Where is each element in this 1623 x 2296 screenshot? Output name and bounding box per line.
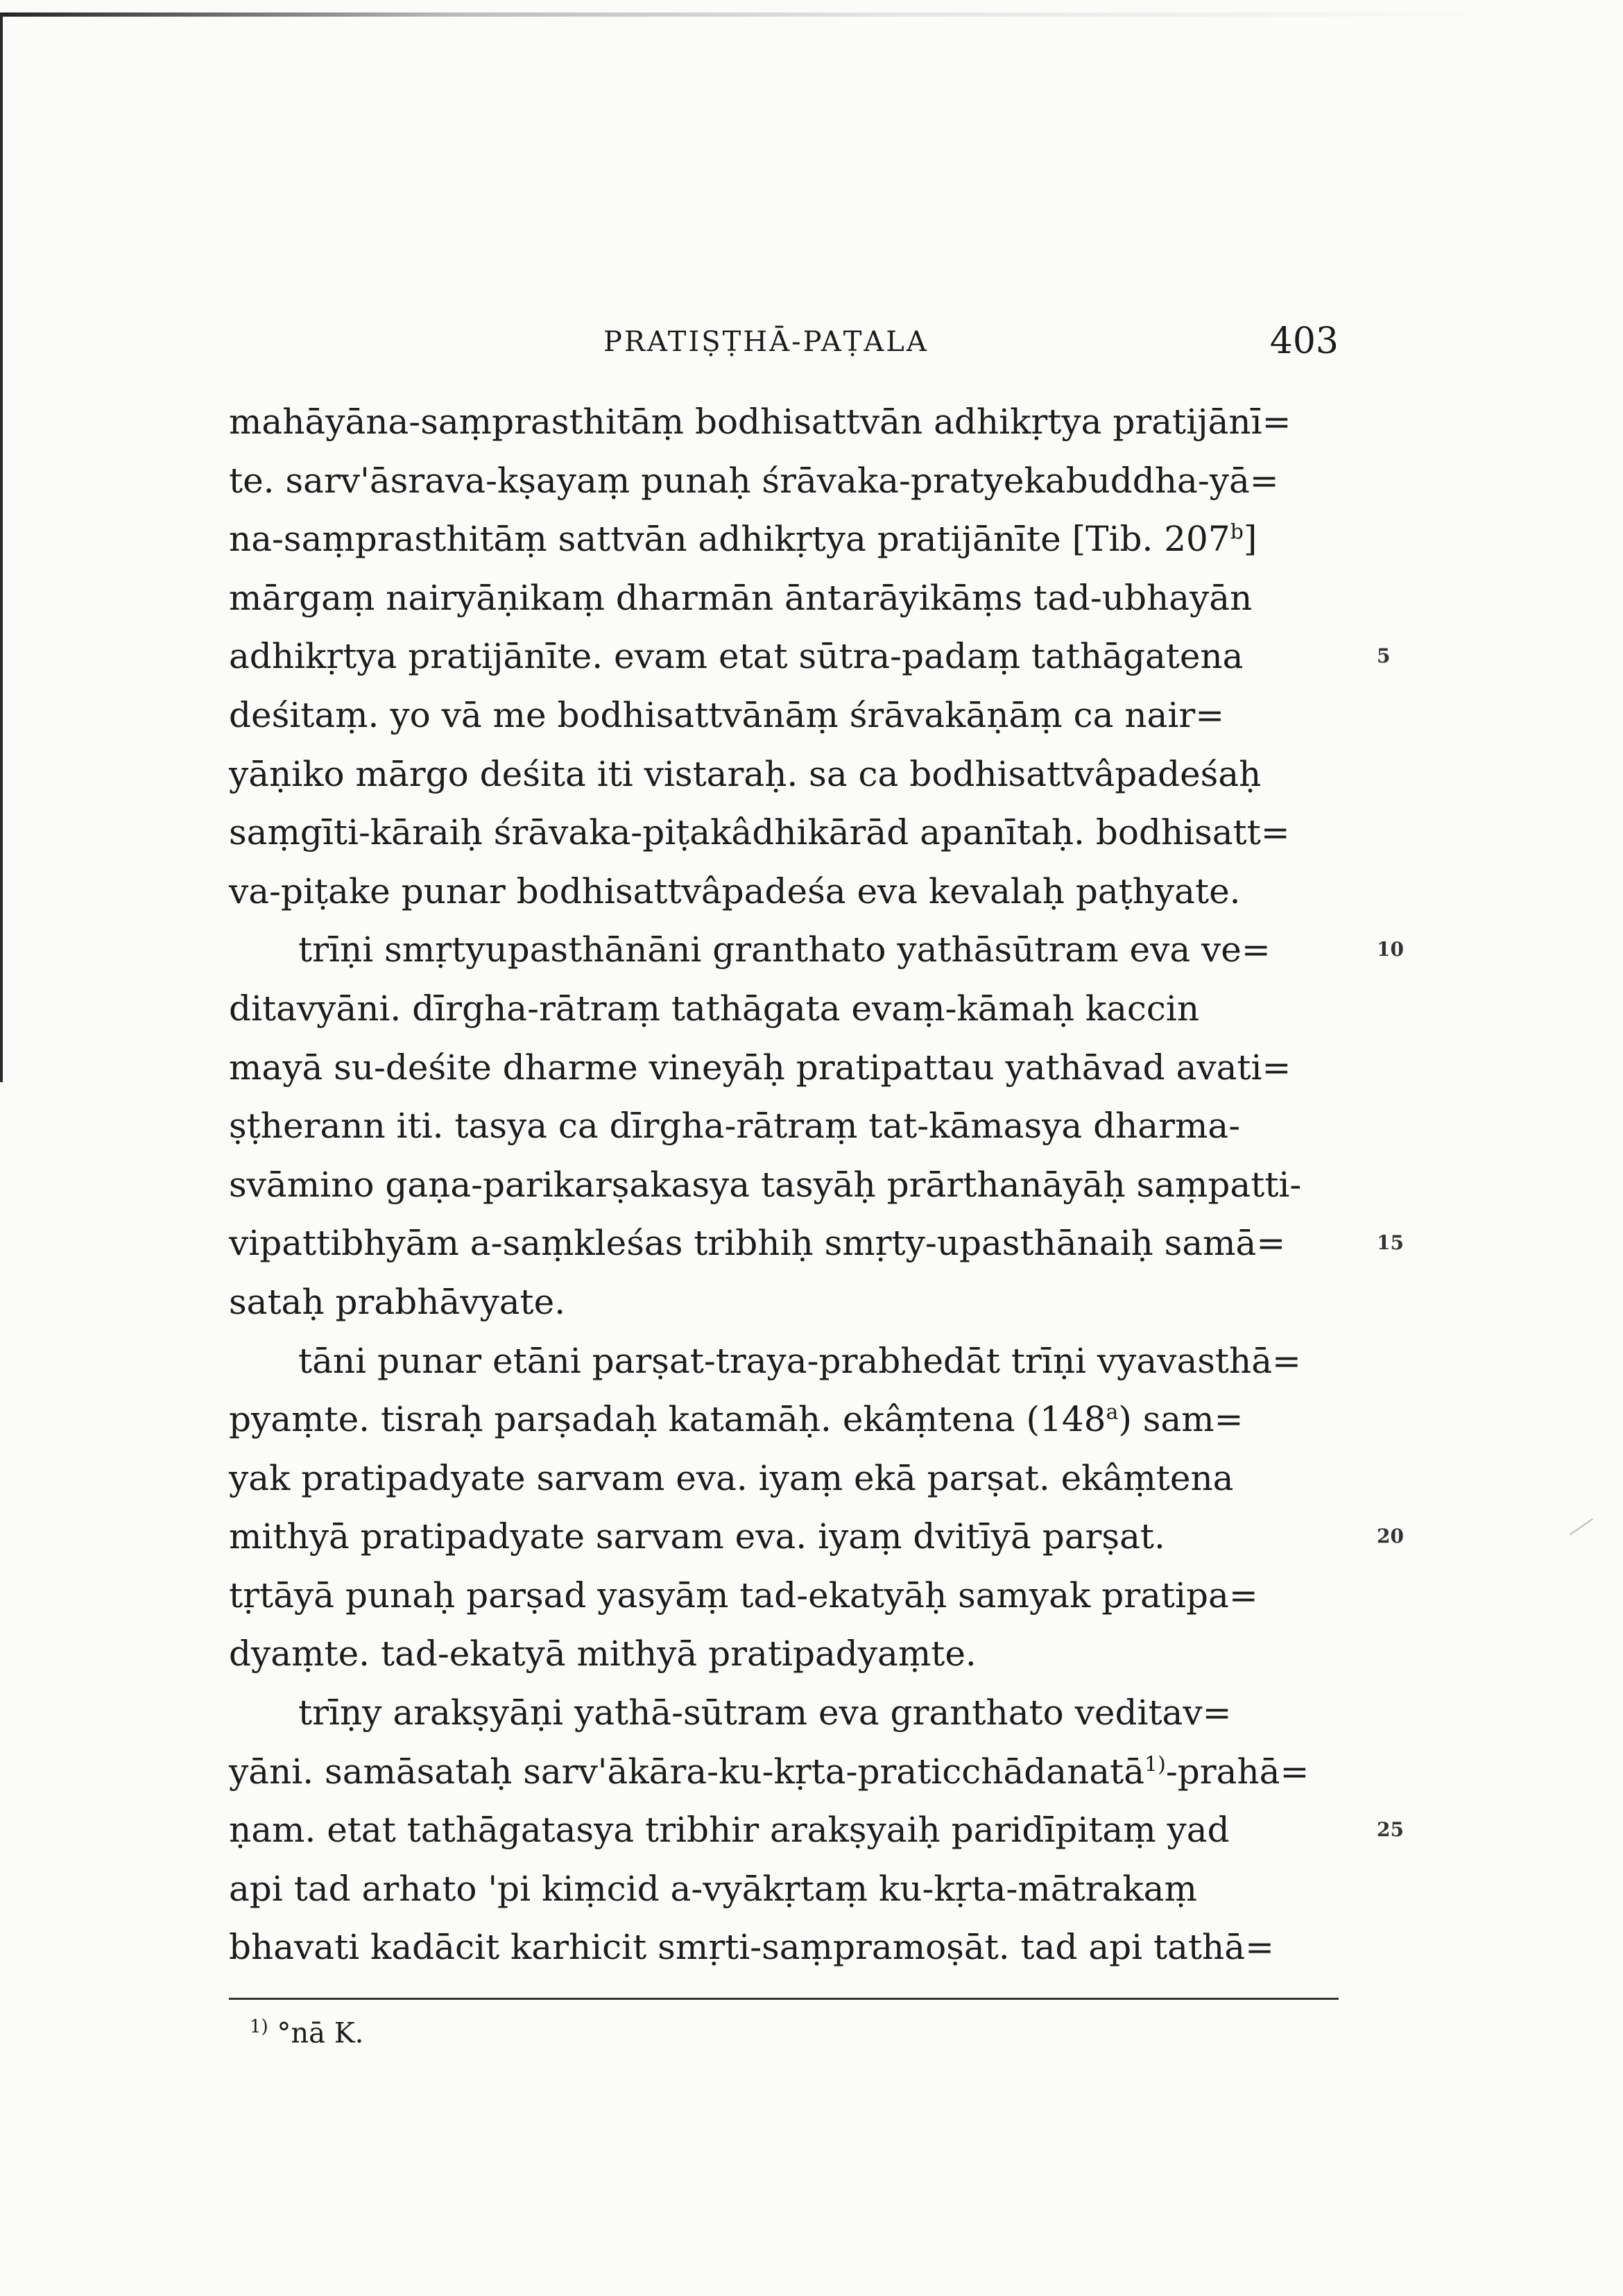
page-number: 403 (1269, 320, 1339, 362)
page-header (236, 320, 1339, 376)
body-text (229, 393, 1339, 1977)
scan-mark (1570, 1518, 1593, 1536)
text-line: ditavyāni. dīrgha-rātraṃ tathāgata evaṃ-kāmaḥ kaccin (229, 988, 1200, 1029)
text-line: pyaṃte. tisraḥ parṣadaḥ katamāḥ. ekâṃtena (148$^a$) sam= (229, 1399, 1244, 1440)
footnote-text: °nā K. (277, 2017, 364, 2050)
line-number: 20 (1377, 1525, 1404, 1548)
footnote (250, 2006, 363, 2054)
text-line: trīṇi smṛtyupasthānāni granthato yathāsūtram eva ve= (298, 929, 1271, 970)
text-line: api tad arhato 'pi kiṃcid a-vyākṛtaṃ ku-kṛta-mātrakaṃ (229, 1868, 1197, 1909)
text-line: ṇam. etat tathāgatasya tribhir arakṣyaiḥ paridīpitaṃ yad (229, 1810, 1230, 1851)
footnote-marker: 1) (250, 2016, 268, 2037)
text-line: tāni punar etāni parṣat-traya-prabhedāt trīṇi vyavasthā= (298, 1340, 1301, 1381)
text-line: te. sarv'āsrava-kṣayaṃ punaḥ śrāvaka-pratyekabuddha-yā= (229, 460, 1279, 501)
line-number: 10 (1377, 938, 1404, 961)
text-line: mahāyāna-saṃprasthitāṃ bodhisattvān adhikṛtya pratijānī= (229, 402, 1291, 442)
footnote-rule (229, 1998, 1339, 2000)
text-line: bhavati kadācit karhicit smṛti-saṃpramoṣāt. tad api tathā= (229, 1927, 1274, 1968)
text-line: va-piṭake punar bodhisattvâpadeśa eva kevalaḥ paṭhyate. (229, 871, 1241, 911)
line-number: 15 (1377, 1231, 1404, 1255)
text-line: vipattibhyām a-saṃkleśas tribhiḥ smṛty-upasthānaiḥ samā= (229, 1223, 1286, 1264)
text-line: yak pratipadyate sarvam eva. iyaṃ ekā parṣat. ekâṃtena (229, 1457, 1234, 1498)
text-line: deśitaṃ. yo vā me bodhisattvānāṃ śrāvakāṇāṃ ca nair= (229, 694, 1225, 735)
line-number: 5 (1377, 644, 1391, 668)
footnote-reference: 1) (1144, 1752, 1166, 1776)
text-line: yāni. samāsataḥ sarv'ākāra-ku-kṛta-praticchādanatā$^{1)}$-prahā= (229, 1751, 1309, 1792)
text-line: na-saṃprasthitāṃ sattvān adhikṛtya pratijānīte [Tib. 207$^b$] (229, 519, 1257, 560)
text-line: mithyā pratipadyate sarvam eva. iyaṃ dvitīyā parṣat. (229, 1516, 1165, 1557)
text-line: sataḥ prabhāvyate. (229, 1281, 566, 1322)
scan-edge-top (0, 12, 1512, 17)
tibetan-folio-side: b (1230, 520, 1244, 545)
text-line: ṣṭherann iti. tasya ca dīrgha-rātraṃ tat-kāmasya dharma- (229, 1106, 1241, 1147)
text-line: yāṇiko mārgo deśita iti vistaraḥ. sa ca bodhisattvâpadeśaḥ (229, 753, 1262, 794)
line-number-margin (1377, 393, 1425, 1860)
scan-edge-left (0, 14, 3, 1082)
text-line: mārgaṃ nairyāṇikaṃ dharmān āntarāyikāṃs tad-ubhayān (229, 577, 1253, 618)
text-line: mayā su-deśite dharme vineyāḥ pratipattau yathāvad avati= (229, 1047, 1291, 1088)
text-line: tṛtāyā punaḥ parṣad yasyāṃ tad-ekatyāḥ samyak pratipa= (229, 1575, 1258, 1616)
text-line: dyaṃte. tad-ekatyā mithyā pratipadyaṃte. (229, 1634, 977, 1674)
text-line: trīṇy arakṣyāṇi yathā-sūtram eva granthato veditav= (298, 1693, 1232, 1733)
text-line: adhikṛtya pratijānīte. evam etat sūtra-padaṃ tathāgatena (229, 636, 1244, 677)
text-line: saṃgīti-kāraiḥ śrāvaka-piṭakâdhikārād apanītaḥ. bodhisatt= (229, 812, 1290, 853)
line-number: 25 (1377, 1818, 1404, 1842)
manuscript-folio-side: a (1106, 1400, 1119, 1425)
text-line: svāmino gaṇa-parikarṣakasya tasyāḥ prārthanāyāḥ saṃpatti- (229, 1164, 1302, 1205)
running-title: PRATIṢṬHĀ-PAṬALA (603, 326, 929, 358)
